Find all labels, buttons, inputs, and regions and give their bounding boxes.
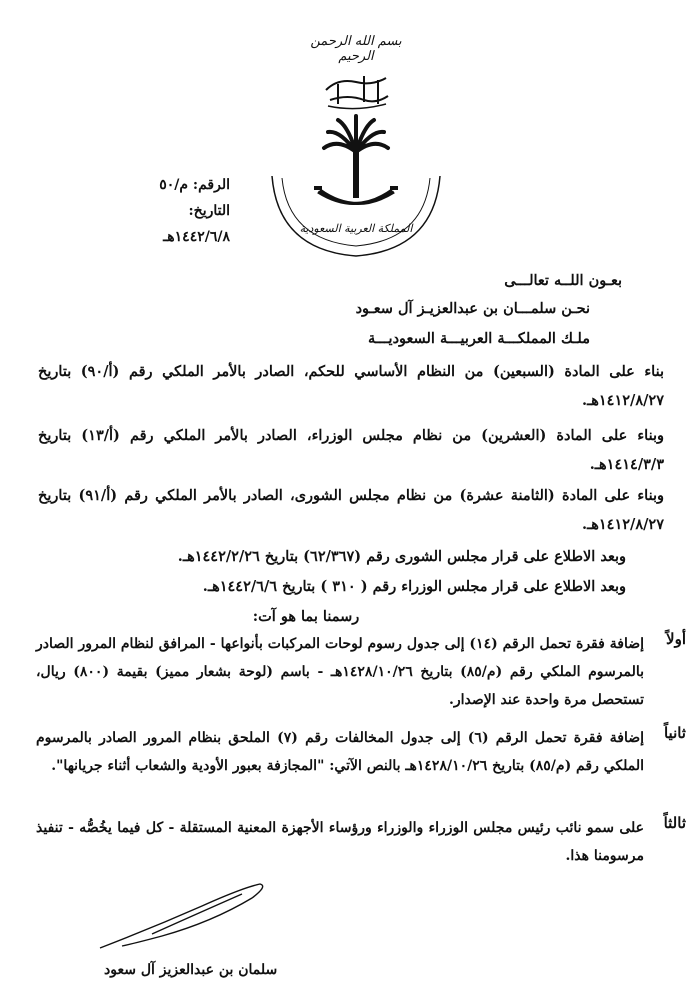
decree-intro: رسمنا بما هو آت: [252, 608, 360, 625]
article-1-text: إضافة فقرة تحمل الرقم (١٤) إلى جدول رسوم لوحات المركبات بأنواعها - المرافق لنظام المرور الصادر بالمرسوم الملكي رقم (م/٨٥) بتاريخ ١٤٢٨/١٠/٢٦هـ - باسم (لوحة بشعار مميز) بقيمة (٨٠٠) ريال، تستحصل مرة واحدة عند الإصدار. [36, 636, 644, 708]
reference-block [140, 172, 230, 250]
article-2-text: إضافة فقرة تحمل الرقم (٦) إلى جدول المخالفات رقم (٧) الملحق بنظام المرور الصادر بالمرسوم الملكي رقم (م/٨٥) بتاريخ ١٤٢٨/١٠/٢٦هـ بالنص الآتي: "المجازفة بعبور الأودية والشعاب أثناء جريانها". [36, 730, 644, 774]
decree-date: التاريخ: ١٤٤٢/٦/٨هـ [163, 203, 230, 245]
emblem-caption: المملكة العربية السعودية [299, 222, 413, 235]
recital-shura-resolution: وبعد الاطلاع على قرار مجلس الشورى رقم (٦٢/٣٦٧) بتاريخ ١٤٤٢/٢/٢٦هـ. [177, 548, 626, 565]
signer-name: سلمان بن عبدالعزيز آل سعود [104, 962, 278, 978]
decree-number: الرقم: م/٥٠ [159, 177, 230, 193]
recital-shura-law: وبناء على المادة (الثامنة عشرة) من نظام مجلس الشورى، الصادر بالأمر الملكي رقم (أ/٩١) بتاريخ ١٤١٢/٨/٢٧هـ. [38, 487, 664, 533]
king-name-line: نحـن سلمـــان بن عبدالعزيـز آل سعـود [355, 300, 590, 317]
article-1-label: أولاً [666, 630, 686, 648]
article-3-text: على سمو نائب رئيس مجلس الوزراء والوزراء ورؤساء الأجهزة المعنية المستقلة - كل فيما يخُصُّه - تنفيذ مرسومنا هذا. [36, 820, 644, 864]
article-3-label: ثالثاً [663, 814, 686, 832]
palm-tree-icon [324, 116, 388, 198]
recital-council-ministers-law: وبناء على المادة (العشرين) من نظام مجلس الوزراء، الصادر بالأمر الملكي رقم (أ/١٣) بتاريخ ١٤١٤/٣/٣هـ. [38, 427, 664, 473]
handwritten-signature [92, 876, 272, 956]
invocation-line: بعـون اللــه تعالـــى [504, 272, 622, 289]
bismillah-calligraphy: بسم الله الرحمن الرحيم [310, 34, 402, 64]
article-2-label: ثانياً [663, 724, 686, 742]
recital-ministers-resolution: وبعد الاطلاع على قرار مجلس الوزراء رقم ( ٣١٠ ) بتاريخ ١٤٤٢/٦/٦هـ. [202, 578, 626, 595]
shahada-calligraphy [326, 76, 388, 109]
king-title-line: ملـك المملكـــة العربيـــة السعوديـــة [368, 330, 590, 347]
saudi-emblem [268, 60, 444, 260]
recital-basic-law: بناء على المادة (السبعين) من النظام الأساسي للحكم، الصادر بالأمر الملكي رقم (أ/٩٠) بتاريخ ١٤١٢/٨/٢٧هـ. [38, 363, 664, 409]
